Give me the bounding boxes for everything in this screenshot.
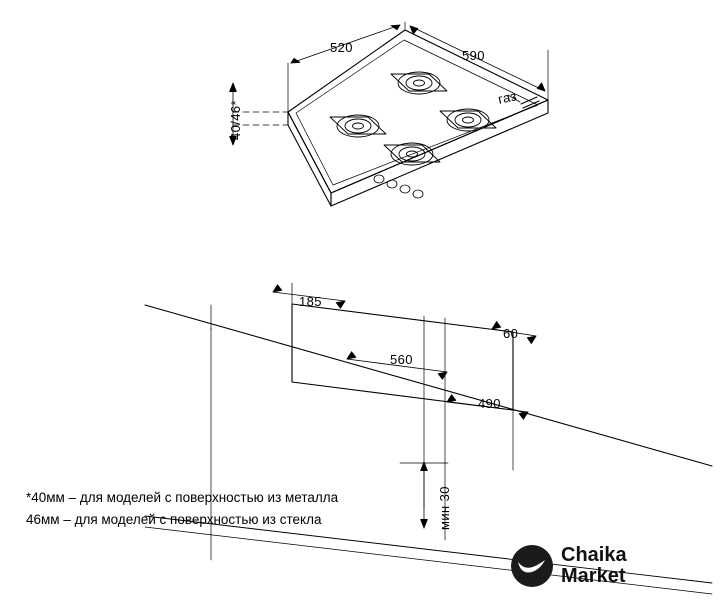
burner-left — [330, 115, 386, 137]
hob-surface-bevel — [296, 40, 538, 185]
burner-rear — [391, 72, 447, 94]
label-gas: газ — [496, 88, 519, 107]
dim-label-60: 60 — [503, 326, 519, 341]
chaika-bird-circle-icon — [511, 545, 553, 587]
logo-line-1: Chaika — [561, 544, 627, 566]
control-knobs — [374, 175, 423, 198]
dim-label-min-30: мин 30 — [437, 486, 452, 530]
hob-top-surface — [288, 30, 548, 206]
footnote-line-2: 46мм – для моделей с поверхностью из стекла — [26, 512, 322, 527]
footnote-block — [26, 487, 338, 531]
burner-right — [440, 109, 496, 131]
dim-label-490: 490 — [478, 396, 501, 411]
dim-label-520: 520 — [330, 40, 353, 55]
bird-swoosh-icon — [518, 559, 546, 574]
dim-label-560: 560 — [390, 352, 413, 367]
chaika-market-logo — [511, 545, 627, 587]
footnote-line-1: *40мм – для моделей с поверхностью из металла — [26, 490, 339, 505]
gas-inlet — [521, 97, 539, 108]
logo-wordmark — [561, 545, 627, 587]
dim-label-185: 185 — [299, 294, 322, 309]
dim-label-590: 590 — [462, 48, 485, 63]
dim-label-thickness: 40/46* — [228, 100, 243, 140]
logo-line-2: Market — [561, 565, 626, 587]
